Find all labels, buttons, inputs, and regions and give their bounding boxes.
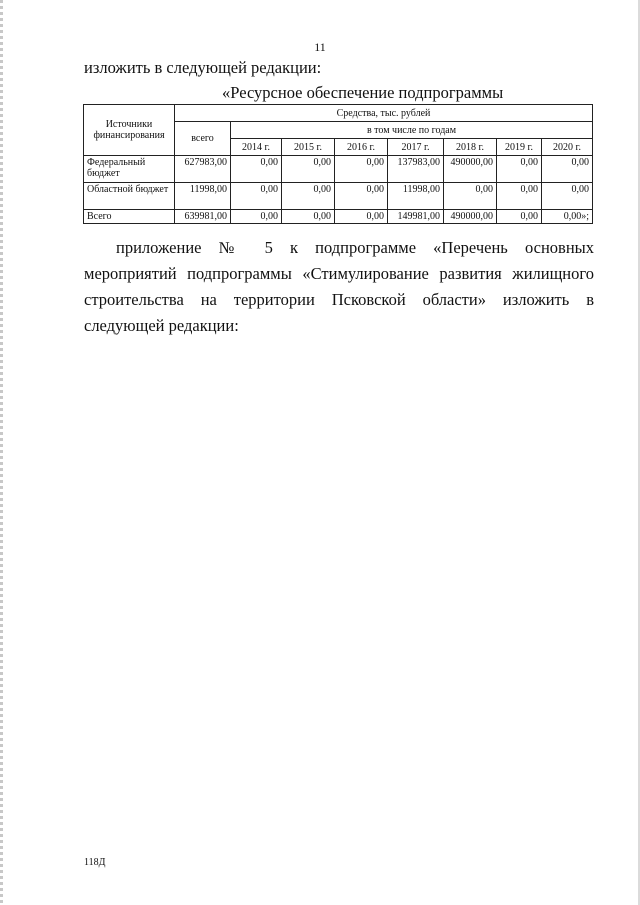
row-value: 0,00 — [335, 183, 388, 210]
row-value: 0,00 — [497, 210, 542, 224]
header-year: 2017 г. — [388, 139, 444, 156]
table-header-row-1 — [84, 105, 593, 122]
row-value: 0,00 — [282, 210, 335, 224]
header-total: всего — [175, 122, 231, 156]
row-value: 0,00 — [282, 156, 335, 183]
header-by-years: в том числе по годам — [231, 122, 593, 139]
row-value: 490000,00 — [444, 156, 497, 183]
row-value: 0,00 — [335, 156, 388, 183]
row-value: 0,00 — [231, 210, 282, 224]
header-year: 2014 г. — [231, 139, 282, 156]
header-source: Источники финансирования — [84, 105, 175, 156]
row-source: Областной бюджет — [84, 183, 175, 210]
row-value: 0,00 — [542, 183, 593, 210]
intro-text: изложить в следующей редакции: — [84, 58, 322, 77]
row-value: 0,00 — [231, 183, 282, 210]
row-value: 0,00 — [335, 210, 388, 224]
header-funds: Средства, тыс. рублей — [175, 105, 593, 122]
row-value: 0,00 — [282, 183, 335, 210]
body-paragraph: приложение № 5 к подпрограмме «Перечень основных мероприятий подпрограммы «Стимулирование развития жилищного строительства на территории Псковской области» изложить в следующей редакции: — [84, 237, 594, 335]
header-year: 2020 г. — [542, 139, 593, 156]
row-value: 0,00 — [231, 156, 282, 183]
row-source: Федеральный бюджет — [84, 156, 175, 183]
row-value: 0,00 — [497, 183, 542, 210]
header-year: 2015 г. — [282, 139, 335, 156]
table-row-federal — [84, 156, 593, 183]
row-value: 0,00 — [444, 183, 497, 210]
row-value: 0,00 — [497, 156, 542, 183]
table-row-total — [84, 210, 593, 224]
row-total: 639981,00 — [175, 210, 231, 224]
header-year: 2018 г. — [444, 139, 497, 156]
table-row-regional — [84, 183, 593, 210]
row-total: 11998,00 — [175, 183, 231, 210]
row-value: 0,00»; — [542, 210, 593, 224]
header-year: 2016 г. — [335, 139, 388, 156]
row-value: 490000,00 — [444, 210, 497, 224]
row-source: Всего — [84, 210, 175, 224]
header-year: 2019 г. — [497, 139, 542, 156]
funding-table — [83, 104, 593, 224]
row-value: 137983,00 — [388, 156, 444, 183]
footer-code: 118Д — [84, 857, 106, 868]
table-caption: «Ресурсное обеспечение подпрограммы — [222, 83, 504, 102]
scan-edge-left — [0, 0, 3, 905]
row-value: 149981,00 — [388, 210, 444, 224]
row-value: 0,00 — [542, 156, 593, 183]
row-value: 11998,00 — [388, 183, 444, 210]
page-number: 11 — [314, 40, 326, 54]
row-total: 627983,00 — [175, 156, 231, 183]
